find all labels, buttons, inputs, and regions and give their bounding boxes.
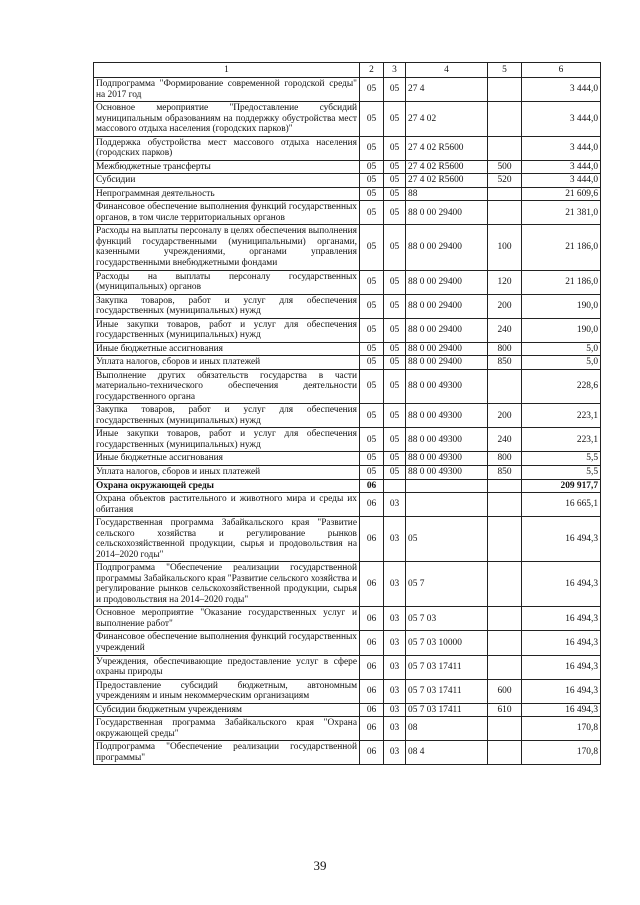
cell-description: Субсидии: [94, 174, 360, 188]
cell-expense-type: [488, 479, 522, 493]
cell-expense-type: [488, 607, 522, 631]
cell-target-article: [406, 493, 488, 517]
cell-section: 06: [360, 479, 384, 493]
cell-description: Основное мероприятие "Оказание государственных услуг и выполнение работ": [94, 607, 360, 631]
cell-amount: 5,5: [522, 452, 601, 466]
cell-description: Закупка товаров, работ и услуг для обеспечения государственных (муниципальных) нужд: [94, 404, 360, 428]
cell-expense-type: [488, 136, 522, 160]
cell-description: Учреждения, обеспечивающие предоставление услуг в сфере охраны природы: [94, 655, 360, 679]
cell-subsection: 05: [384, 369, 406, 404]
cell-target-article: 88 0 00 49300: [406, 428, 488, 452]
cell-subsection: 03: [384, 517, 406, 562]
cell-description: Расходы на выплаты персоналу государственных (муниципальных) органов: [94, 270, 360, 294]
cell-expense-type: [488, 102, 522, 137]
cell-amount: 16 494,3: [522, 679, 601, 703]
cell-description: Государственная программа Забайкальского края "Развитие сельского хозяйства и регулирование рынков сельскохозяйственной продукции, сырья и продовольствия на 2014–2020 годы": [94, 517, 360, 562]
cell-subsection: 05: [384, 102, 406, 137]
table-row: [94, 174, 601, 188]
cell-amount: 170,8: [522, 717, 601, 741]
cell-target-article: 05 7 03 17411: [406, 655, 488, 679]
cell-section: 05: [360, 201, 384, 225]
cell-description: Межбюджетные трансферты: [94, 160, 360, 174]
cell-description: Подпрограмма "Формирование современной городской среды" на 2017 год: [94, 78, 360, 102]
cell-amount: 3 444,0: [522, 174, 601, 188]
table-row: [94, 187, 601, 201]
cell-description: Предоставление субсидий бюджетным, автономным учреждениям и иным некоммерческим организациям: [94, 679, 360, 703]
header-row: [94, 63, 601, 78]
table-row: [94, 493, 601, 517]
table-row: [94, 679, 601, 703]
table-row: [94, 404, 601, 428]
table-row: [94, 717, 601, 741]
table-row: [94, 703, 601, 717]
table-body: [94, 78, 601, 765]
table-row: [94, 342, 601, 356]
cell-subsection: 05: [384, 187, 406, 201]
cell-amount: 21 609,6: [522, 187, 601, 201]
cell-section: 05: [360, 136, 384, 160]
table-row: [94, 741, 601, 765]
cell-section: 05: [360, 294, 384, 318]
cell-expense-type: [488, 517, 522, 562]
cell-expense-type: 120: [488, 270, 522, 294]
cell-expense-type: 500: [488, 160, 522, 174]
cell-section: 05: [360, 78, 384, 102]
cell-subsection: 05: [384, 78, 406, 102]
page-number: 39: [313, 858, 327, 873]
cell-description: Охрана окружающей среды: [94, 479, 360, 493]
cell-description: Уплата налогов, сборов и иных платежей: [94, 466, 360, 480]
cell-section: 06: [360, 717, 384, 741]
cell-expense-type: 100: [488, 225, 522, 270]
table-row: [94, 136, 601, 160]
cell-subsection: 05: [384, 404, 406, 428]
cell-subsection: 03: [384, 655, 406, 679]
cell-amount: 16 665,1: [522, 493, 601, 517]
cell-section: 06: [360, 703, 384, 717]
cell-amount: 5,0: [522, 356, 601, 370]
cell-subsection: 03: [384, 631, 406, 655]
cell-subsection: 05: [384, 318, 406, 342]
cell-amount: 16 494,3: [522, 607, 601, 631]
cell-subsection: 05: [384, 160, 406, 174]
cell-expense-type: [488, 187, 522, 201]
cell-section: 05: [360, 270, 384, 294]
cell-target-article: 88 0 00 29400: [406, 318, 488, 342]
cell-target-article: 88 0 00 29400: [406, 225, 488, 270]
cell-subsection: 03: [384, 607, 406, 631]
cell-amount: 3 444,0: [522, 160, 601, 174]
cell-subsection: 03: [384, 703, 406, 717]
cell-section: 06: [360, 655, 384, 679]
cell-target-article: 08 4: [406, 741, 488, 765]
cell-target-article: 88 0 00 29400: [406, 356, 488, 370]
cell-target-article: 27 4 02: [406, 102, 488, 137]
column-header-5: 5: [488, 63, 522, 78]
cell-subsection: 05: [384, 452, 406, 466]
table-row: [94, 607, 601, 631]
cell-target-article: 88 0 00 29400: [406, 201, 488, 225]
budget-table: [93, 62, 601, 765]
table-row: [94, 655, 601, 679]
cell-target-article: 27 4 02 R5600: [406, 160, 488, 174]
cell-amount: 3 444,0: [522, 136, 601, 160]
cell-amount: 21 186,0: [522, 225, 601, 270]
column-header-3: 3: [384, 63, 406, 78]
cell-amount: 209 917,7: [522, 479, 601, 493]
table-row: [94, 631, 601, 655]
table-row: [94, 356, 601, 370]
cell-target-article: 05 7 03 17411: [406, 679, 488, 703]
table-row: [94, 225, 601, 270]
cell-target-article: [406, 479, 488, 493]
cell-subsection: 05: [384, 270, 406, 294]
table-row: [94, 428, 601, 452]
table-row: [94, 102, 601, 137]
cell-amount: 223,1: [522, 404, 601, 428]
cell-section: 05: [360, 225, 384, 270]
cell-target-article: 05 7 03 17411: [406, 703, 488, 717]
cell-expense-type: 610: [488, 703, 522, 717]
cell-target-article: 88 0 00 49300: [406, 466, 488, 480]
column-header-6: 6: [522, 63, 601, 78]
cell-expense-type: 850: [488, 356, 522, 370]
cell-description: Уплата налогов, сборов и иных платежей: [94, 356, 360, 370]
cell-expense-type: [488, 78, 522, 102]
cell-target-article: 27 4 02 R5600: [406, 136, 488, 160]
cell-target-article: 05: [406, 517, 488, 562]
cell-amount: 21 381,0: [522, 201, 601, 225]
table-row: [94, 479, 601, 493]
table-row: [94, 452, 601, 466]
cell-description: Расходы на выплаты персоналу в целях обеспечения выполнения функций государственными (муниципальными) органами, казенными учреждениями, органами управления государственными внебюджетными фондами: [94, 225, 360, 270]
cell-section: 06: [360, 741, 384, 765]
cell-target-article: 05 7 03 10000: [406, 631, 488, 655]
cell-target-article: 88 0 00 29400: [406, 294, 488, 318]
cell-description: Непрограммная деятельность: [94, 187, 360, 201]
cell-subsection: 05: [384, 136, 406, 160]
cell-amount: 16 494,3: [522, 703, 601, 717]
table-header: [94, 63, 601, 78]
cell-amount: 3 444,0: [522, 102, 601, 137]
cell-description: Основное мероприятие "Предоставление субсидий муниципальным образованиям на поддержку обустройства мест массового отдыха населения (городских парков)": [94, 102, 360, 137]
table-row: [94, 369, 601, 404]
cell-description: Иные закупки товаров, работ и услуг для обеспечения государственных (муниципальных) нужд: [94, 318, 360, 342]
cell-subsection: 05: [384, 342, 406, 356]
cell-amount: 16 494,3: [522, 631, 601, 655]
cell-section: 05: [360, 174, 384, 188]
cell-subsection: 05: [384, 428, 406, 452]
cell-expense-type: 200: [488, 294, 522, 318]
cell-expense-type: 520: [488, 174, 522, 188]
cell-section: 05: [360, 187, 384, 201]
cell-section: 06: [360, 493, 384, 517]
cell-target-article: 88 0 00 49300: [406, 404, 488, 428]
cell-section: 05: [360, 404, 384, 428]
cell-target-article: 88 0 00 29400: [406, 342, 488, 356]
cell-amount: 223,1: [522, 428, 601, 452]
cell-target-article: 88 0 00 29400: [406, 270, 488, 294]
cell-subsection: 05: [384, 466, 406, 480]
cell-subsection: 05: [384, 356, 406, 370]
cell-section: 06: [360, 562, 384, 607]
cell-section: 05: [360, 369, 384, 404]
cell-expense-type: [488, 201, 522, 225]
cell-section: 05: [360, 428, 384, 452]
cell-amount: 170,8: [522, 741, 601, 765]
cell-expense-type: 240: [488, 318, 522, 342]
cell-amount: 3 444,0: [522, 78, 601, 102]
column-header-2: 2: [360, 63, 384, 78]
cell-description: Выполнение других обязательств государства в части материально-технического обеспечения деятельности государственного органа: [94, 369, 360, 404]
cell-amount: 21 186,0: [522, 270, 601, 294]
cell-target-article: 05 7: [406, 562, 488, 607]
cell-target-article: 05 7 03: [406, 607, 488, 631]
cell-target-article: 27 4 02 R5600: [406, 174, 488, 188]
cell-section: 05: [360, 452, 384, 466]
column-header-4: 4: [406, 63, 488, 78]
cell-subsection: 03: [384, 741, 406, 765]
cell-section: 06: [360, 631, 384, 655]
cell-subsection: 03: [384, 562, 406, 607]
table-row: [94, 562, 601, 607]
cell-description: Иные бюджетные ассигнования: [94, 452, 360, 466]
cell-section: 05: [360, 160, 384, 174]
cell-section: 05: [360, 356, 384, 370]
table-row: [94, 466, 601, 480]
cell-amount: 16 494,3: [522, 517, 601, 562]
cell-description: Поддержка обустройства мест массового отдыха населения (городских парков): [94, 136, 360, 160]
table-row: [94, 517, 601, 562]
cell-amount: 5,5: [522, 466, 601, 480]
cell-description: Иные закупки товаров, работ и услуг для обеспечения государственных (муниципальных) нужд: [94, 428, 360, 452]
cell-amount: 16 494,3: [522, 562, 601, 607]
cell-amount: 16 494,3: [522, 655, 601, 679]
table-row: [94, 294, 601, 318]
cell-amount: 5,0: [522, 342, 601, 356]
cell-subsection: 05: [384, 174, 406, 188]
column-header-1: 1: [94, 63, 360, 78]
table-row: [94, 78, 601, 102]
cell-amount: 190,0: [522, 318, 601, 342]
cell-description: Иные бюджетные ассигнования: [94, 342, 360, 356]
cell-section: 06: [360, 679, 384, 703]
cell-section: 06: [360, 607, 384, 631]
cell-expense-type: [488, 741, 522, 765]
cell-target-article: 27 4: [406, 78, 488, 102]
cell-section: 05: [360, 342, 384, 356]
cell-expense-type: [488, 655, 522, 679]
cell-description: Финансовое обеспечение выполнения функций государственных учреждений: [94, 631, 360, 655]
cell-description: Субсидии бюджетным учреждениям: [94, 703, 360, 717]
cell-expense-type: 200: [488, 404, 522, 428]
cell-amount: 190,0: [522, 294, 601, 318]
cell-expense-type: [488, 493, 522, 517]
cell-target-article: 88 0 00 49300: [406, 369, 488, 404]
cell-description: Подпрограмма "Обеспечение реализации государственной программы Забайкальского края "Развитие сельского хозяйства и регулирование рынков сельскохозяйственной продукции, сырья и продовольствия на 2014–2020 годы": [94, 562, 360, 607]
cell-expense-type: [488, 717, 522, 741]
table-row: [94, 270, 601, 294]
cell-description: Подпрограмма "Обеспечение реализации государственной программы": [94, 741, 360, 765]
cell-subsection: 05: [384, 294, 406, 318]
cell-expense-type: 240: [488, 428, 522, 452]
cell-expense-type: 800: [488, 452, 522, 466]
cell-description: Финансовое обеспечение выполнения функций государственных органов, в том числе территориальных органов: [94, 201, 360, 225]
cell-expense-type: 800: [488, 342, 522, 356]
cell-subsection: 03: [384, 717, 406, 741]
cell-description: Охрана объектов растительного и животного мира и среды их обитания: [94, 493, 360, 517]
cell-expense-type: 600: [488, 679, 522, 703]
cell-subsection: 05: [384, 225, 406, 270]
cell-section: 05: [360, 102, 384, 137]
cell-section: 06: [360, 517, 384, 562]
table-row: [94, 318, 601, 342]
cell-expense-type: [488, 562, 522, 607]
cell-expense-type: [488, 369, 522, 404]
cell-section: 05: [360, 466, 384, 480]
cell-subsection: 05: [384, 201, 406, 225]
cell-amount: 228,6: [522, 369, 601, 404]
cell-subsection: 03: [384, 679, 406, 703]
cell-target-article: 88: [406, 187, 488, 201]
cell-expense-type: 850: [488, 466, 522, 480]
table-row: [94, 201, 601, 225]
cell-subsection: [384, 479, 406, 493]
cell-target-article: 08: [406, 717, 488, 741]
cell-description: Закупка товаров, работ и услуг для обеспечения государственных (муниципальных) нужд: [94, 294, 360, 318]
cell-target-article: 88 0 00 49300: [406, 452, 488, 466]
cell-section: 05: [360, 318, 384, 342]
cell-expense-type: [488, 631, 522, 655]
cell-description: Государственная программа Забайкальского края "Охрана окружающей среды": [94, 717, 360, 741]
cell-subsection: 03: [384, 493, 406, 517]
table-row: [94, 160, 601, 174]
